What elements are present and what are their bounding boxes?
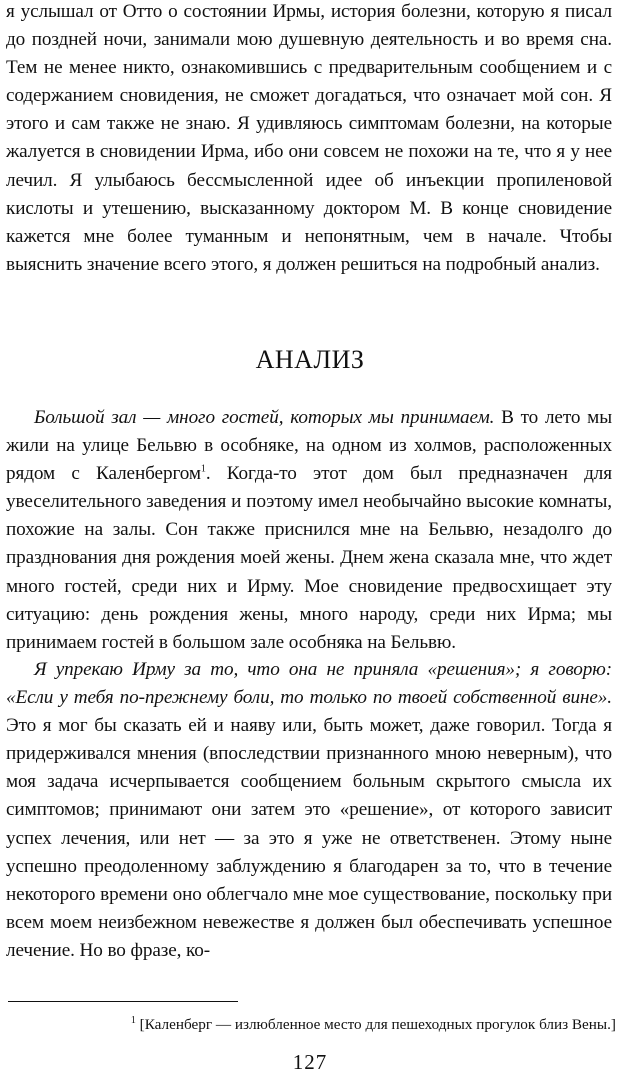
paragraph-intro: я услышал от Отто о состоянии Ирмы, история болезни, которую я писал до поздней ночи, занимали мою душевную деятельность и во время сна. Тем не менее никто, ознакомившись с предварительным сообщением и с содержанием сновидения, не сможет догадаться, что означает мой сон. Я этого и сам также не знаю. Я удивляюсь симптомам болезни, на которые жалуется в сновидении Ирма, ибо они совсем не похожи на те, что я у нее лечил. Я улыбаюсь бессмысленной идее об инъекции пропиленовой кислоты и утешению, высказанному доктором М. В конце сновидение кажется мне более туманным и непонятным, чем в начале. Чтобы выяснить значение всего этого, я должен решиться на подробный анализ.: [6, 1, 612, 275]
footnote: [8, 1015, 616, 1035]
paragraph-reproach-text: Это я мог бы сказать ей и наяву или, быть может, даже говорил. Тогда я придерживался мнения (впоследствии признанного мною неверным), что моя задача исчерпывается сообщением больным скрытого смысла их симптомов; принимают они затем это «решение», от которого зависит успех лечения, или нет — за это я уже не ответственен. Этому ныне успешно преодоленному заблуждению я благодарен за то, что в течение некоторого времени оно облегчало мне мое существование, поскольку при всем моем неизбежном невежестве я должен был обеспечивать успешное лечение. Но во фразе, ко-: [6, 715, 612, 961]
dream-quote-hall: Большой зал — много гостей, которых мы принимаем.: [34, 407, 495, 428]
footnote-divider: [8, 1001, 238, 1002]
paragraph-reproach: [6, 656, 612, 965]
dream-quote-reproach: Я упрекаю Ирму за то, что она не приняла «решения»; я говорю: «Если у тебя по-прежнему боли, то только по твоей собственной вине».: [6, 659, 612, 709]
page-number: 127: [292, 1050, 328, 1074]
paragraph-hall-text-a: В то лето мы жили на улице Бельвю в особняке, на одном из холмов, расположенных рядом с Каленбергом: [6, 407, 612, 485]
section-heading: АНАЛИЗ: [255, 345, 365, 374]
footnote-marker: 1: [130, 1014, 136, 1026]
paragraph-hall: [6, 404, 612, 657]
footnote-reference: 1: [200, 463, 206, 475]
footnote-text: [Каленберг — излюбленное место для пешеходных прогулок близ Вены.]: [135, 1016, 616, 1033]
paragraph-hall-text-b: . Когда-то этот дом был предназначен для увеселительного заведения и поэтому имел необычайно высокие комнаты, похожие на залы. Сон также приснился мне на Бельвю, незадолго до празднования дня рождения моей жены. Днем жена сказала мне, что ждет много гостей, среди них и Ирму. Мое сновидение предвосхищает эту ситуацию: день рождения жены, много народу, среди них Ирма; мы принимаем гостей в большом зале особняка на Бельвю.: [6, 463, 612, 653]
